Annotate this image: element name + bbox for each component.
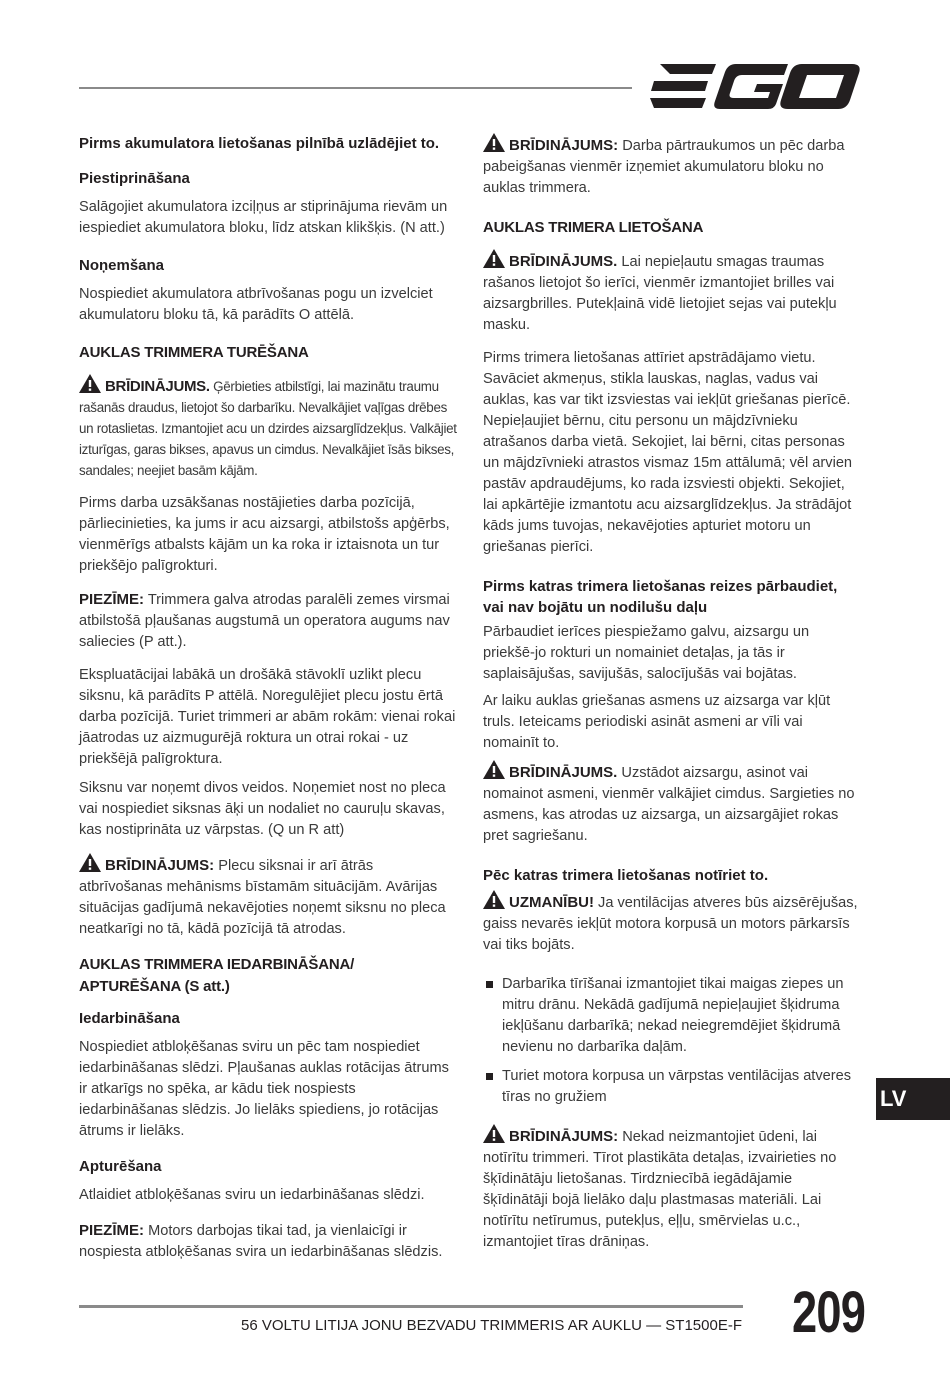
warning-battery xyxy=(483,133,861,199)
bullet-icon xyxy=(486,1073,493,1080)
clean-area-paragraph: Pirms trimera lietošanas attīriet apstrādājamo vietu. Savāciet akmeņus, stikla lauskas, naglas, vadus vai auklas, kas var tikt izsviestas vai iekļūt griešanas pierīcē. Nepieļaujiet bērnu, citu personu un mājdzīvnieku atrašanos darba vietā. Sekojiet, lai bērni, citas personas un mājdzīvnieki atrastos vismaz 15m attālumā; vēl arvien pastāv apdraudējums, ko rada izsviesti objekti. Sekojiet, lai apkārtējie izmantotu acu aizsarglīdzekļus. Ja strādājot kāds jums tuvojas, nekavējoties apturiet motoru un griešanas pierīci. xyxy=(483,350,853,555)
warning-text: Ģērbieties atbilstīgi, lai mazinātu traumu rašanās draudus, lietojot šo darbarīku. Nevalkājiet vaļīgas drēbes un rotaslietas. Izmantojiet acu un dzirdes aizsarglīdzekļus. Valkājiet izturīgas, garas bikses, apavus un cimdus. Nevalkājiet īsās bikses, sandales; neejiet basām kājām. xyxy=(79,379,457,478)
list-item-text: Darbarīka tīrīšanai izmantojiet tikai maigas ziepes un mitru drānu. Nekādā gadījumā nepieļaujiet šķidruma iekļūšanu darbarīkā; nekad neiegremdējiet šķidrumā nevienu no darbarīka daļām. xyxy=(502,976,844,1055)
footer-title: 56 VOLTU LITIJA JONU BEZVADU TRIMMERIS AR AUKLU — ST1500E-F xyxy=(241,1317,742,1334)
footer-rule xyxy=(79,1305,743,1308)
bullet-icon xyxy=(486,981,493,988)
note-head-paragraph xyxy=(79,589,457,653)
warning-text: Lai nepieļautu smagas traumas rašanos lietojot šo ierīci, vienmēr izmantojiet brilles vai aizsargbrilles. Putekļainā vidē lietojiet sejas vai putekļu masku. xyxy=(483,254,837,333)
warning-icon xyxy=(483,133,505,152)
ego-logo xyxy=(650,62,862,112)
caution-vents xyxy=(483,890,861,956)
list-item xyxy=(483,1066,861,1108)
warning-icon xyxy=(483,1124,505,1143)
warning-water xyxy=(483,1124,861,1253)
warning-text: Uzstādot aizsargu, asinot vai nomainot asmeni, vienmēr valkājiet cimdus. Sargieties no asmens, kas atrodas uz aizsarga, un aizsargājiet rokas pret sagriešanu. xyxy=(483,765,855,844)
warning-label: BRĪDINĀJUMS: xyxy=(105,857,215,874)
warning-strap xyxy=(79,853,457,940)
note-label: PIEZĪME: xyxy=(79,591,145,608)
position-paragraph: Pirms darba uzsākšanas nostājieties darba pozīcijā, pārliecinieties, ka jums ir acu aizsargi, atbilstošs apģērbs, vienmērīgs atbalsts kājām un ka roka ir iztaisnota un tur priekšējo palīgrokturi. xyxy=(79,495,450,574)
warning-label: BRĪDINĀJUMS. xyxy=(509,764,618,781)
remove-paragraph: Nospiediet akumulatora atbrīvošanas pogu un izvelciet akumulatoru bloku tā, kā parādīts O attēlā. xyxy=(79,286,433,323)
warning-text: Plecu siksnai ir arī ātrās atbrīvošanas mehānisms bīstamām situācijām. Avārijas situācijas gadījumā nekavējoties noņemt siksnu no pleca neatkarīgi no tā, kādā pozīcijā tā atrodas. xyxy=(79,858,446,937)
left-column xyxy=(79,133,457,1275)
warning-icon xyxy=(79,853,101,872)
after-heading: Pēc katras trimera lietošanas notīriet to. xyxy=(483,867,769,884)
page-number: 209 xyxy=(792,1280,866,1345)
caution-text: Ja ventilācijas atveres būs aizsērējušas, gaiss nevarēs iekļūt motora korpusā un motors pārkarsīs vai tiks bojāts. xyxy=(483,895,858,953)
using-heading: AUKLAS TRIMERA LIETOŠANA xyxy=(483,219,704,236)
warning-icon xyxy=(79,374,101,393)
warning-icon xyxy=(483,890,505,909)
stop-paragraph: Atlaidiet atbloķēšanas sviru un iedarbināšanas slēdzi. xyxy=(79,1187,425,1203)
warning-text: Nekad neizmantojiet ūdeni, lai notīrītu trimmeri. Tīrot plastikāta detaļas, izvairieties no šķīdinātāju lietošanas. Tirdzniecībā iegādājamie šķīdinātāji bojā lielāko daļu plastmasas materiāli. Lai notīrītu netīrumus, putekļus, eļļu, smērvielas u.c., izmantojiet tīras drāniņas. xyxy=(483,1129,837,1250)
warning-icon xyxy=(483,249,505,268)
note-motor-paragraph xyxy=(79,1220,457,1263)
check-heading: Pirms katras trimera lietošanas reizes pārbaudiet, vai nav bojātu un nodilušu daļu xyxy=(483,578,838,616)
list-item-text: Turiet motora korpusa un vārpstas ventilācijas atveres tīras no gružiem xyxy=(502,1068,852,1105)
list-item xyxy=(483,974,861,1058)
strap-paragraph: Ekspluatācijai labākā un drošākā stāvoklī uzlikt plecu siksnu, kā parādīts P attēlā. Noregulējiet plecu jostu ērtā darba pozīcijā. Turiet trimmeri ar abām rokām: vienai rokai jāatrodas uz aizmugurējā roktura un otrai rokai - uz priekšējā palīgroktura. xyxy=(79,667,456,767)
note-text: Motors darbojas tikai tad, ja vienlaicīgi ir nospiesta atbloķēšanas svira un iedarbināšanas slēdzis. xyxy=(79,1223,443,1260)
attach-heading: Piestiprināšana xyxy=(79,170,190,187)
warning-text: Darba pārtraukumos un pēc darba pabeigšanas vienmēr izņemiet akumulatoru bloku no auklas trimmera. xyxy=(483,138,845,196)
note-text: Trimmera galva atrodas paralēli zemes virsmai atbilstošā pļaušanas augstumā un operatora augums nav saliecies (P att.). xyxy=(79,592,450,650)
warning-clothing xyxy=(79,374,457,481)
start-stop-heading: AUKLAS TRIMMERA IEDARBINĀŠANA/ APTURĒŠANA (S att.) xyxy=(79,956,355,995)
warning-eyes xyxy=(483,249,861,336)
warning-label: BRĪDINĀJUMS: xyxy=(509,137,619,154)
start-heading: Iedarbināšana xyxy=(79,1010,180,1027)
cleaning-list xyxy=(483,974,861,1108)
check-paragraph: Pārbaudiet ierīces piespiežamo galvu, aizsargu un priekšē-jo rokturi un nomainiet detaļas, ja tās ir saplaisājušas, savijušās, salocījušās vai bojātas. xyxy=(483,624,810,682)
attach-paragraph: Salāgojiet akumulatora izciļņus ar stiprinājuma rievām un iespiediet akumulatora bloku, līdz atskan klikšķis. (N att.) xyxy=(79,199,448,236)
charge-heading: Pirms akumulatora lietošanas pilnībā uzlādējiet to. xyxy=(79,135,440,152)
right-column xyxy=(483,133,861,1265)
warning-label: BRĪDINĀJUMS. xyxy=(105,378,210,395)
stop-heading: Apturēšana xyxy=(79,1158,162,1175)
header-rule xyxy=(79,87,632,89)
warning-label: BRĪDINĀJUMS. xyxy=(509,253,618,270)
start-paragraph: Nospiediet atbloķēšanas sviru un pēc tam nospiediet iedarbināšanas slēdzi. Pļaušanas auklas rotācijas ātrums ir atkarīgs no spēka, ar kādu tiek nospiests iedarbināšanas slēdzis. Jo lielāks spiediens, jo rotācijas ātrums ir lielāks. xyxy=(79,1039,449,1139)
holding-heading: AUKLAS TRIMMERA TURĒŠANA xyxy=(79,344,309,361)
warning-label: BRĪDINĀJUMS: xyxy=(509,1128,619,1145)
note-label: PIEZĪME: xyxy=(79,1222,145,1239)
language-tab: LV xyxy=(876,1078,950,1120)
caution-label: UZMANĪBU! xyxy=(509,894,594,911)
strap-remove-paragraph: Siksnu var noņemt divos veidos. Noņemiet nost no pleca vai nospiediet siksnas āķi un nodaliet no cauruļu skavas, kas nostiprināta uz vārpstas. (Q un R att) xyxy=(79,780,446,838)
remove-heading: Noņemšana xyxy=(79,257,165,274)
warning-icon xyxy=(483,760,505,779)
blade-paragraph: Ar laiku auklas griešanas asmens uz aizsarga var kļūt truls. Ieteicams periodiski asināt asmeni ar vīli vai nomainīt to. xyxy=(483,693,831,751)
warning-blade xyxy=(483,760,861,847)
